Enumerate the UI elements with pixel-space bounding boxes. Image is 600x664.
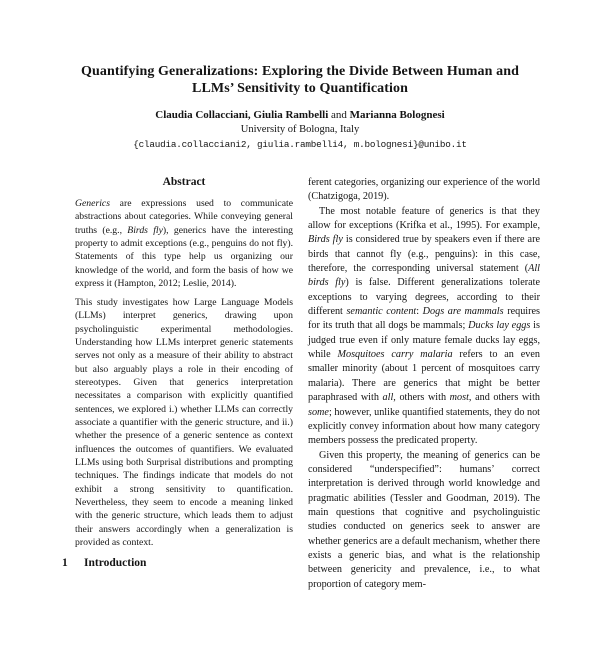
text-segment: ; however, unlike quantified statements, they do not explicitly convey information about how many category members possess the predicated property. bbox=[308, 406, 540, 447]
text-segment: Ducks lay eggs bbox=[468, 320, 531, 332]
paragraph bbox=[308, 449, 540, 592]
text-segment: , and others with bbox=[468, 392, 540, 404]
text-segment: , others with bbox=[393, 392, 450, 404]
two-column-body bbox=[62, 176, 600, 592]
paragraph bbox=[308, 176, 540, 205]
paper-page bbox=[0, 64, 600, 664]
text-segment: refers to an even smaller minority (about 1 percent of mosquitoes carry malaria). There are generics that might be better paraphrased with bbox=[308, 349, 540, 404]
text-segment: The most notable feature of generics is that they allow for exceptions (Krifka et al., 1995). For example, bbox=[308, 205, 540, 232]
section-heading-introduction bbox=[62, 557, 293, 570]
text-segment: Marianna Bolognesi bbox=[349, 109, 445, 121]
affiliation: University of Bologna, Italy bbox=[240, 124, 360, 135]
text-segment: Birds fly bbox=[127, 224, 163, 236]
email-line: {claudia.collacciani2, giulia.rambelli4, m.bolognesi}@unibo.it bbox=[133, 139, 467, 150]
text-segment: ferent categories, organizing our experience of the world (Chatzigoga, 2019). bbox=[308, 177, 540, 203]
paper-title: Quantifying Generalizations: Exploring the Divide Between Human and LLMs’ Sensitivity to Quantification bbox=[81, 64, 519, 96]
text-segment: ), generics have the interesting property to admit exceptions (e.g., penguins do not fly). Statements of this type help us organizing our knowledge of the world, and form the basis of how we express it (Hampton, 2012; Leslie, 2014). bbox=[75, 224, 294, 290]
text-segment: some bbox=[308, 406, 329, 418]
text-segment: Generics bbox=[75, 198, 110, 209]
paragraph bbox=[308, 205, 540, 449]
text-segment: : bbox=[416, 306, 423, 318]
text-segment: is judged true even if only mature female ducks lay eggs, while bbox=[308, 320, 540, 361]
text-segment: semantic content bbox=[346, 306, 417, 318]
section-title: Introduction bbox=[84, 557, 147, 570]
text-segment: Mosquitoes carry malaria bbox=[337, 349, 453, 361]
text-segment: All birds fly bbox=[308, 263, 540, 289]
text-segment: This study investigates how Large Language Models (LLMs) interpret generics, drawing upon psycholinguistic experimental methodologies. Understanding how LLMs interpret generic statements serves not only as a measure of their ability to abstract but also arguably plays a role in their encoding of stereotypes. Given that generics interpretation necessitates a comparison with explicitly quantified sentences, we explored i.) whether LLMs can correctly associate a quantifier with the generic structure, and ii.) whether the presence of a generic sentence as context influences the outcomes of quantifiers. We evaluated LLMs using both Surprisal distributions and prompting techniques. The findings indicate that models do not exhibit a strong sensitivity to quantification. Nevertheless, they seem to encode a meaning linked with the generic structure, which leads them to adjust their answers accordingly when a generalization is provided as context. bbox=[75, 296, 293, 549]
text-segment: all bbox=[382, 392, 394, 404]
left-column bbox=[62, 176, 293, 570]
text-segment: Dogs are mammals bbox=[422, 306, 504, 318]
text-segment: are expressions used to communicate abstractions about categories. While conveying general truths (e.g., bbox=[75, 198, 293, 236]
right-column bbox=[308, 176, 540, 592]
text-segment: ) is false. Different generalizations tolerate exceptions to varying degrees, according to their different bbox=[308, 277, 540, 318]
text-segment: and bbox=[328, 109, 350, 121]
paragraph bbox=[75, 197, 293, 290]
text-segment: is considered true by speakers even if there are birds that cannot fly (e.g., penguins): in this case, therefore, the corresponding universal statement ( bbox=[308, 234, 540, 275]
abstract-heading: Abstract bbox=[162, 176, 206, 188]
section-number: 1 bbox=[62, 557, 68, 570]
paragraph bbox=[75, 296, 293, 550]
text-segment: Birds fly bbox=[308, 234, 343, 246]
text-segment: Given this property, the meaning of generics can be considered “underspecified”: humans’ correct interpretation is derived through world knowledge and pragmatic abilities (Tessler and Goodman, 2019). The main questions that cognitive and psycholinguistic studies conducted on generics seek to answer are whether generics are a default mechanism, whether there exists a generic bias, and what is the relationship between genericity and prevalence, i.e., to what proportion of category mem- bbox=[308, 449, 540, 590]
abstract-body bbox=[75, 197, 293, 549]
text-segment: Claudia Collacciani, Giulia Rambelli bbox=[155, 109, 329, 121]
text-segment: most bbox=[449, 392, 469, 404]
author-line bbox=[0, 109, 600, 122]
text-segment: requires for its truth that all dogs be mammals; bbox=[308, 306, 541, 332]
